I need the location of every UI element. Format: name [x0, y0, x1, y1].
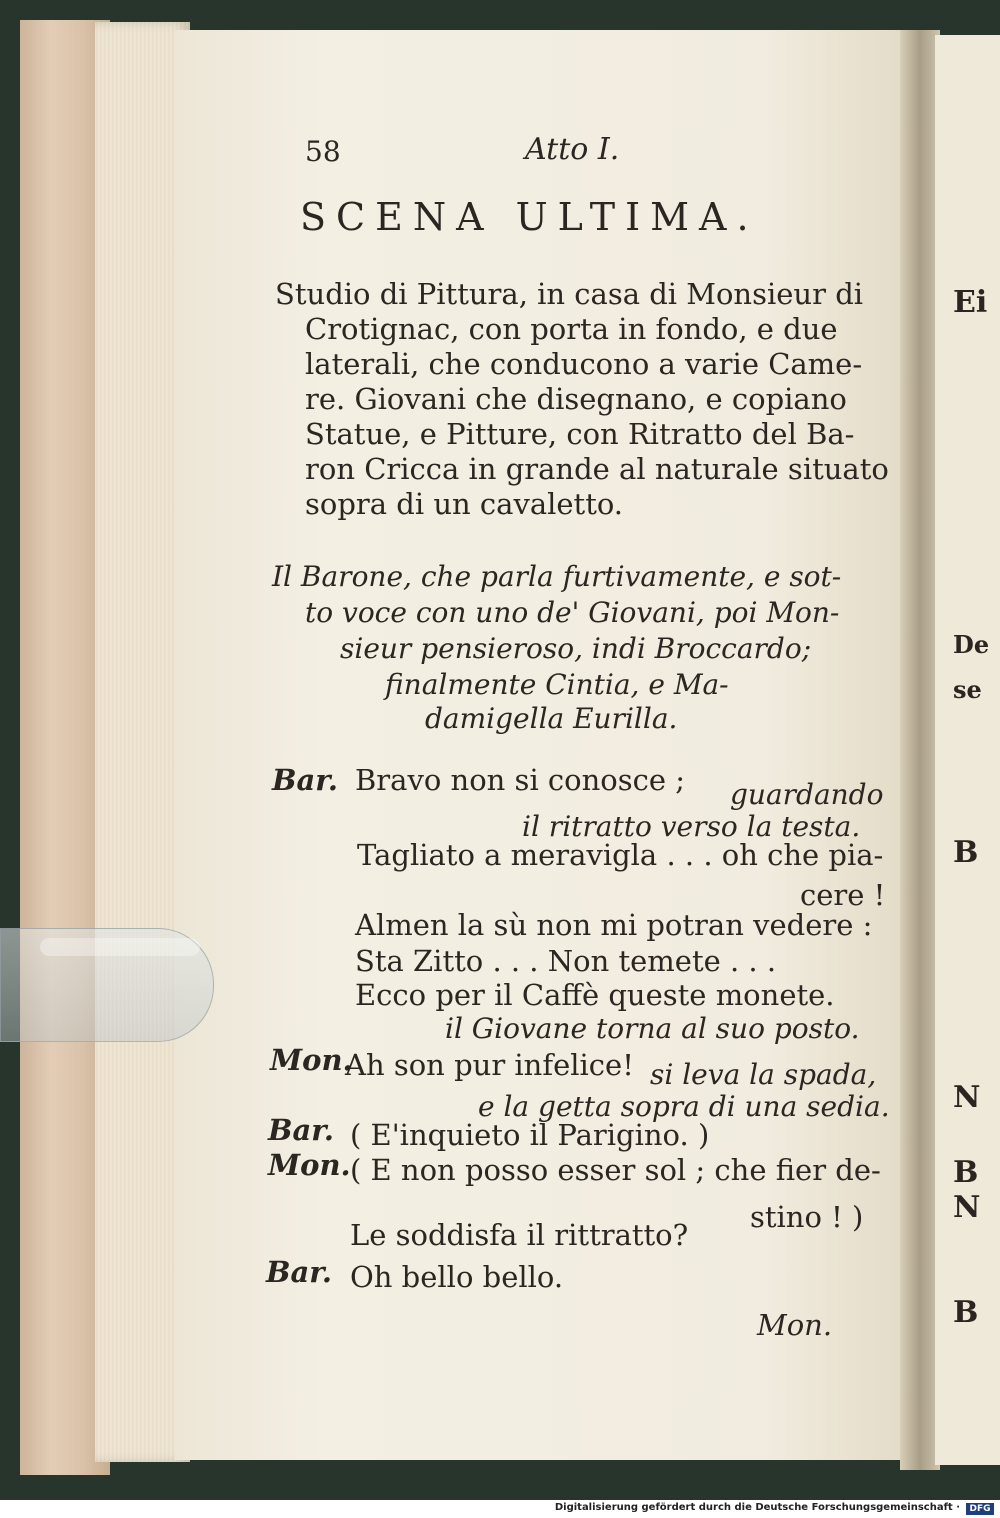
facing-fragment: B [953, 1295, 979, 1330]
verse-line: Tagliato a meravigla . . . oh che pia- [357, 838, 884, 872]
facing-page-strip [935, 35, 1000, 1465]
verse-line: ( E'inquieto il Parigino. ) [350, 1118, 710, 1152]
facing-fragment: Ei [953, 285, 988, 320]
book-gutter [900, 30, 940, 1470]
verse-line: cere ! [800, 878, 886, 912]
stage-description-line: ron Cricca in grande al naturale situato [305, 452, 889, 486]
speaker-label: Bar. [266, 1255, 333, 1289]
stage-description-line: re. Giovani che disegnano, e copiano [305, 382, 847, 416]
catchword: Mon. [757, 1308, 833, 1342]
character-list-line: finalmente Cintia, e Ma- [385, 668, 729, 701]
stage-description-line: sopra di un cavaletto. [305, 487, 624, 521]
speaker-label: Mon. [270, 1043, 353, 1077]
stage-description-line: Studio di Pittura, in casa di Monsieur di [275, 277, 864, 311]
verse-line: Bravo non si conosce ; [355, 763, 686, 797]
facing-fragment: N [953, 1190, 981, 1225]
verse-line: stino ! ) [750, 1200, 864, 1234]
facing-fragment: B [953, 835, 979, 870]
verse-line: Oh bello bello. [350, 1260, 564, 1294]
stage-description-line: Statue, e Pitture, con Ritratto del Ba- [305, 417, 855, 451]
speaker-label: Bar. [268, 1113, 335, 1147]
dfg-logo: DFG [966, 1503, 994, 1515]
facing-fragment: B [953, 1155, 979, 1190]
stage-direction: si leva la spada, [650, 1058, 877, 1091]
facing-fragment: De [953, 630, 990, 659]
character-list-line: to voce con uno de' Giovani, poi Mon- [305, 596, 840, 629]
stage-description-line: laterali, che conducono a varie Came- [305, 347, 863, 381]
footer-credit: Digitalisierung gefördert durch die Deutsche Forschungsgemeinschaft · [554, 1502, 960, 1513]
verse-line: Ecco per il Caffè queste monete. [355, 978, 835, 1012]
running-head: Atto I. [525, 132, 620, 167]
verse-line: ( E non posso esser sol ; che fier de- [350, 1153, 881, 1187]
footer-bar [0, 1500, 1000, 1518]
character-list-line: damigella Eurilla. [425, 702, 678, 735]
stage-direction: il ritratto verso la testa. [522, 810, 861, 843]
character-list-line: Il Barone, che parla furtivamente, e sot- [272, 560, 842, 593]
verse-line: Sta Zitto . . . Non temete . . . [355, 944, 777, 978]
character-list-line: sieur pensieroso, indi Broccardo; [340, 632, 812, 665]
stage-direction: guardando [730, 778, 884, 811]
stage-direction: e la getta sopra di una sedia. [478, 1090, 890, 1123]
stage-description-line: Crotignac, con porta in fondo, e due [305, 312, 838, 346]
speaker-label: Bar. [272, 763, 339, 797]
page-number: 58 [305, 135, 341, 168]
facing-fragment: N [953, 1080, 981, 1115]
facing-fragment: se [953, 675, 982, 704]
verse-line: Ah son pur infelice! [345, 1048, 634, 1082]
scene-title: SCENA ULTIMA. [300, 195, 759, 239]
speaker-label: Mon. [268, 1148, 351, 1182]
stage-direction: il Giovane torna al suo posto. [445, 1012, 860, 1045]
verse-line: Almen la sù non mi potran vedere : [355, 908, 873, 942]
page-clip-highlight [40, 938, 200, 956]
verse-line: Le soddisfa il rittratto? [350, 1218, 689, 1252]
